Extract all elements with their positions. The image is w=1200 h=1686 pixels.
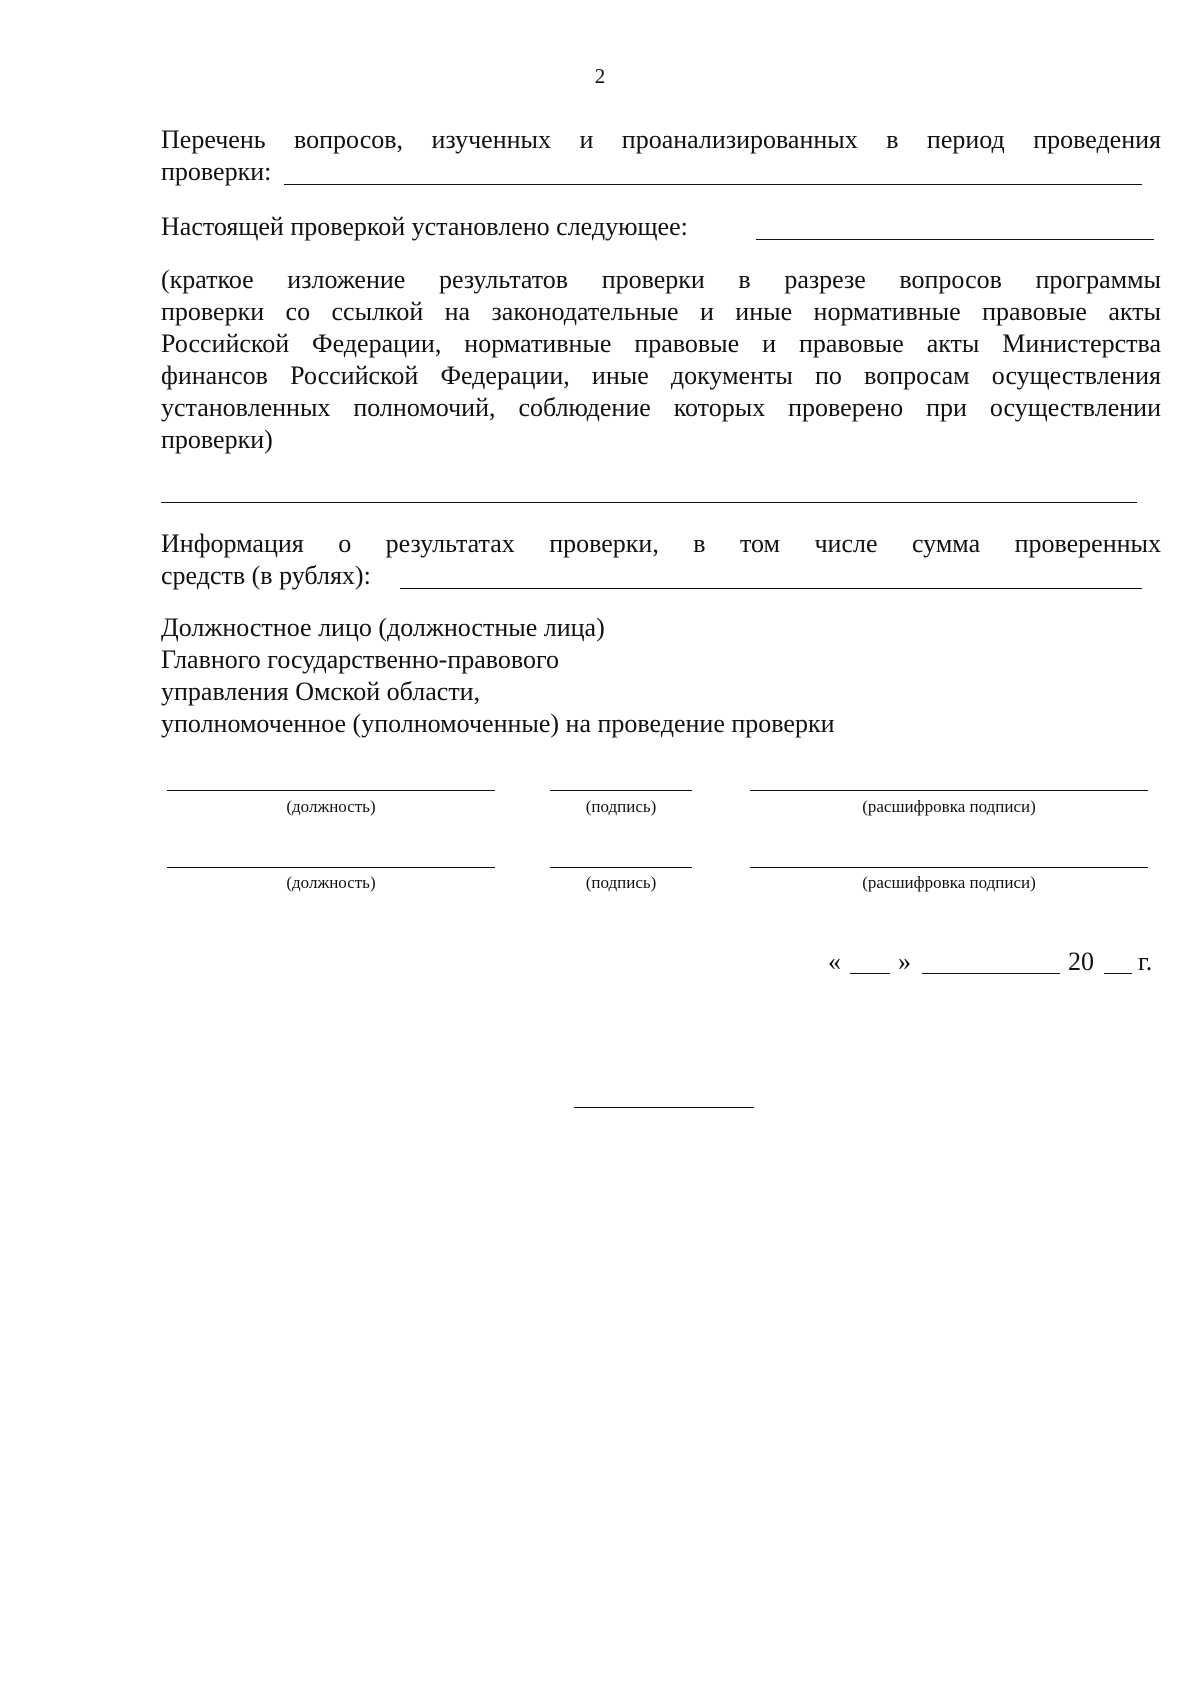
official-line-3: управления Омской области,	[161, 677, 481, 706]
summary-fill-line	[161, 502, 1137, 503]
results-fill-line	[400, 588, 1142, 589]
official-line-4: уполномоченное (уполномоченные) на проведение проверки	[161, 709, 835, 738]
date-day-line	[850, 973, 890, 974]
date-close-quote: »	[898, 947, 911, 976]
summary-line-6: проверки)	[161, 425, 273, 454]
date-open-quote: «	[828, 947, 841, 976]
page-number: 2	[594, 64, 606, 88]
findings-fill-line	[756, 239, 1154, 240]
summary-line-4: финансов Российской Федерации, иные документы по вопросам осуществления	[161, 361, 1161, 390]
summary-line-5: установленных полномочий, соблюдение которых проверено при осуществлении	[161, 393, 1161, 422]
summary-line-2: проверки со ссылкой на законодательные и иные нормативные правовые акты	[161, 297, 1161, 326]
date-month-line	[922, 973, 1060, 974]
date-year-suffix: г.	[1138, 947, 1153, 976]
summary-line-3: Российской Федерации, нормативные правовые и правовые акты Министерства	[161, 329, 1161, 358]
signature-line-1	[550, 790, 692, 791]
position-caption-1: (должность)	[286, 797, 376, 816]
end-separator-line	[574, 1107, 754, 1108]
questions-list-line2: проверки:	[161, 157, 272, 186]
position-caption-2: (должность)	[286, 873, 376, 892]
summary-line-1: (краткое изложение результатов проверки в разрезе вопросов программы	[161, 265, 1161, 294]
questions-list-line1: Перечень вопросов, изученных и проанализированных в период проведения	[161, 125, 1161, 154]
questions-fill-line	[284, 184, 1142, 185]
official-line-1: Должностное лицо (должностные лица)	[161, 613, 605, 642]
official-line-2: Главного государственно-правового	[161, 645, 560, 674]
decoding-line-2	[750, 867, 1148, 868]
decoding-caption-2: (расшифровка подписи)	[862, 873, 1036, 892]
findings-label: Настоящей проверкой установлено следующее:	[161, 212, 688, 241]
signature-line-2	[550, 867, 692, 868]
date-year-prefix: 20	[1068, 947, 1094, 976]
results-info-line1: Информация о результатах проверки, в том числе сумма проверенных	[161, 529, 1161, 558]
decoding-caption-1: (расшифровка подписи)	[862, 797, 1036, 816]
signature-caption-1: (подпись)	[585, 797, 657, 816]
date-year-line	[1104, 973, 1132, 974]
position-line-1	[167, 790, 495, 791]
results-info-line2: средств (в рублях):	[161, 561, 371, 590]
position-line-2	[167, 867, 495, 868]
decoding-line-1	[750, 790, 1148, 791]
signature-caption-2: (подпись)	[585, 873, 657, 892]
